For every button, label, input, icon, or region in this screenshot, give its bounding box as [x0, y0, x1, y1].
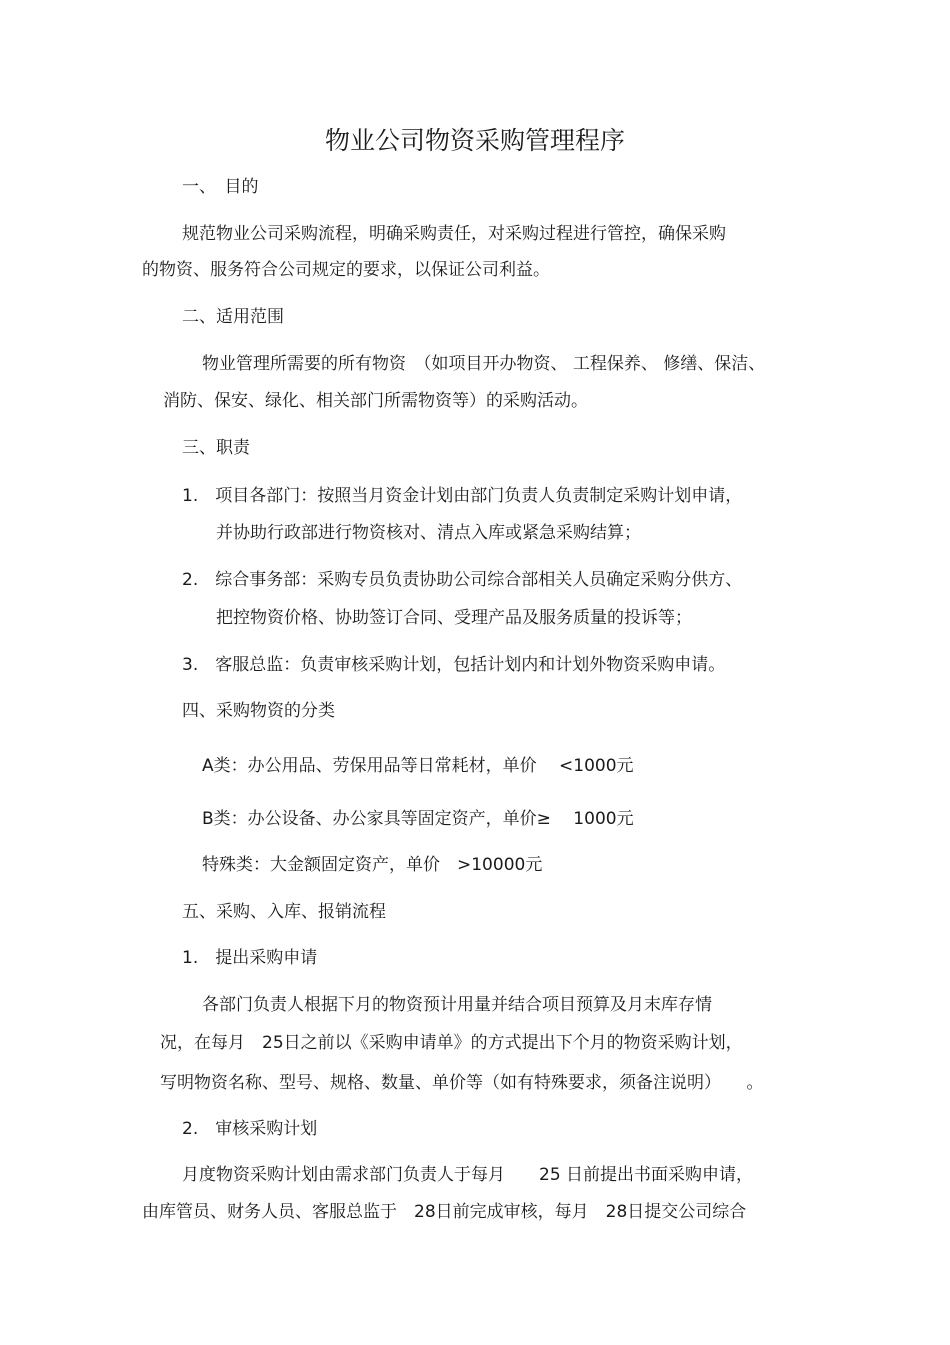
paragraph-line: 月度物资采购计划由需求部门负责人于每月 25 日前提出书面采购申请， [182, 1165, 754, 1185]
document-title: 物业公司物资采购管理程序 [324, 126, 625, 155]
paragraph-line: 规范物业公司采购流程，明确采购责任，对采购过程进行管控，确保采购 [182, 224, 726, 244]
paragraph-line: 由库管员、财务人员、客服总监于 28日前完成审核，每月 28日提交公司综合 [142, 1202, 747, 1222]
paragraph-line: 的物资、服务符合公司规定的要求，以保证公司利益。 [142, 260, 550, 280]
category-b: B类：办公设备、办公家具等固定资产，单价≥ 1000元 [202, 809, 634, 829]
list-item: 1. 项目各部门：按照当月资金计划由部门负责人负责制定采购计划申请， [182, 486, 743, 506]
paragraph-line: 写明物资名称、型号、规格、数量、单价等（如有特殊要求，须备注说明） 。 [160, 1073, 764, 1093]
paragraph-line: 物业管理所需要的所有物资 （如项目开办物资、 工程保养、 修缮、保洁、 [202, 354, 766, 374]
paragraph-line: 况，在每月 25日之前以《采购申请单》的方式提出下个月的物资采购计划， [160, 1033, 743, 1053]
category-a: A类：办公用品、劳保用品等日常耗材，单价 <1000元 [202, 756, 634, 776]
list-item: 2. 综合事务部：采购专员负责协助公司综合部相关人员确定采购分供方、 [182, 570, 743, 590]
list-item: 3. 客服总监：负责审核采购计划，包括计划内和计划外物资采购申请。 [182, 655, 726, 675]
paragraph-line: 各部门负责人根据下月的物资预计用量并结合项目预算及月末库存情 [202, 995, 712, 1015]
paragraph-line: 消防、保安、绿化、相关部门所需物资等）的采购活动。 [163, 391, 588, 411]
subsection-heading: 2. 审核采购计划 [182, 1119, 318, 1139]
section-heading-scope: 二、适用范围 [182, 307, 284, 327]
section-heading-classification: 四、采购物资的分类 [182, 701, 335, 721]
list-item-continuation: 把控物资价格、协助签订合同、受理产品及服务质量的投诉等； [216, 608, 692, 628]
list-item-continuation: 并协助行政部进行物资核对、清点入库或紧急采购结算； [216, 523, 641, 543]
section-heading-process: 五、采购、入库、报销流程 [182, 902, 386, 922]
category-special: 特殊类：大金额固定资产，单价 >10000元 [202, 855, 543, 875]
subsection-heading: 1. 提出采购申请 [182, 948, 318, 968]
section-heading-purpose: 一、 目的 [182, 177, 259, 197]
section-heading-duties: 三、职责 [182, 438, 250, 458]
